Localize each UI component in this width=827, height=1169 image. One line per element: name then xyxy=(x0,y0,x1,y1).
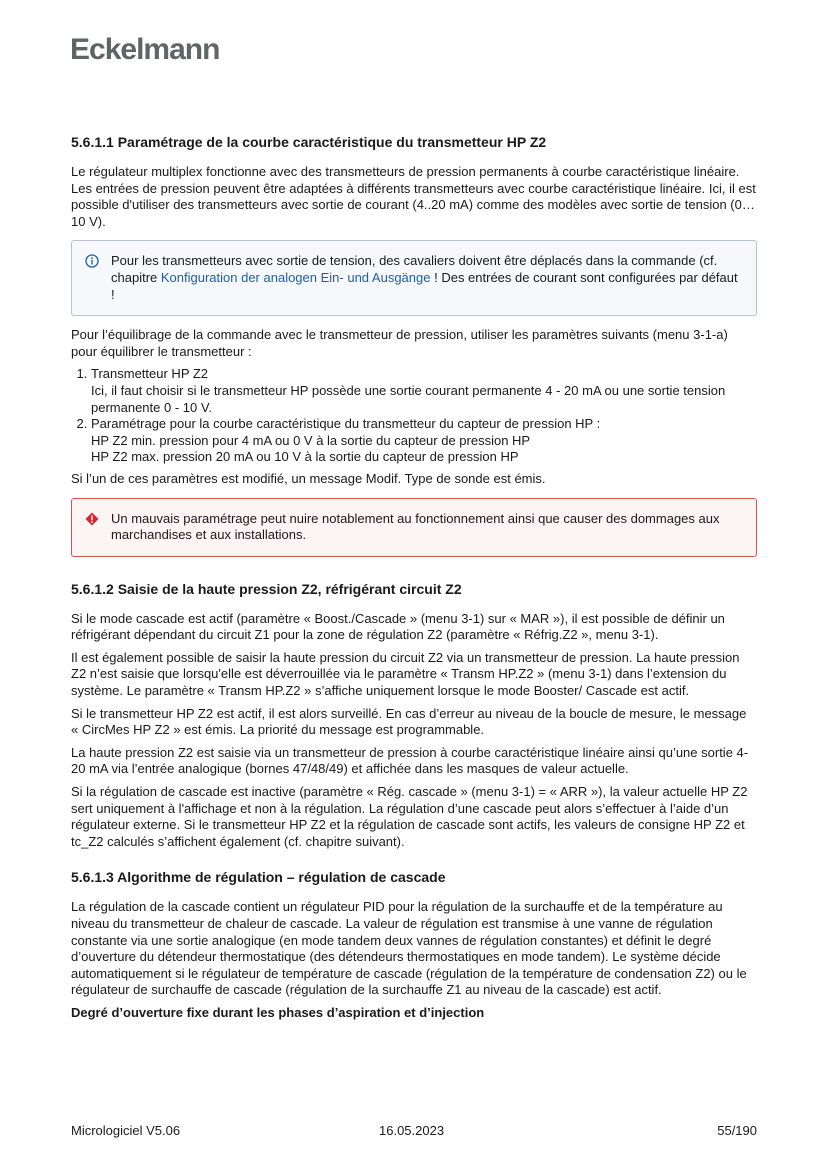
info-icon xyxy=(85,254,99,268)
footer-page-number: 55/190 xyxy=(717,1123,757,1138)
list-item xyxy=(91,366,757,416)
paragraph: Pour l’équilibrage de la commande avec le transmetteur de pression, utiliser les paramètres suivants (menu 3-1-a) pour équilibrer le transmetteur : xyxy=(71,327,728,359)
warning-icon xyxy=(85,512,99,526)
item-text: HP Z2 min. pression pour 4 mA ou 0 V à la sortie du capteur de pression HP xyxy=(91,432,531,448)
document-content xyxy=(71,133,757,1028)
subheading: Degré d’ouverture fixe durant les phases d’aspiration et d’injection xyxy=(71,1004,485,1020)
list-item xyxy=(91,416,757,466)
parameter-list xyxy=(71,366,757,466)
paragraph: Si le mode cascade est actif (paramètre « Boost./Cascade » (menu 3-1) sur « MAR »), il est possible de définir un réfrigérant dépendant du circuit Z1 pour la zone de régulation Z2 (paramètre « Réfrig.Z2 », menu 3-1). xyxy=(71,610,725,643)
info-note xyxy=(71,240,757,316)
footer-version: Micrologiciel V5.06 xyxy=(71,1123,181,1138)
chapter-link[interactable]: Konfiguration der analogen Ein- und Ausgänge xyxy=(160,269,431,285)
section-heading-5-6-1-2: 5.6.1.2 Saisie de la haute pression Z2, réfrigérant circuit Z2 xyxy=(71,580,462,597)
eckelmann-logo: Eckelmann xyxy=(70,33,220,66)
paragraph: Si le transmetteur HP Z2 est actif, il est alors surveillé. En cas d’erreur au niveau de la boucle de mesure, le message « CircMes HP Z2 » est émis. La priorité du message est programmable. xyxy=(71,705,747,738)
paragraph: Le régulateur multiplex fonctionne avec des transmetteurs de pression permanents à courbe caractéristique linéaire. Les entrées de pression peuvent être adaptées à différents transmetteurs avec courbe caractéristique linéaire. Ici, il est possible d'utiliser des transmetteurs avec sortie de courant (4..20 mA) comme des modèles avec sortie de tension (0…10 V). xyxy=(71,164,756,229)
section-heading-5-6-1-1: 5.6.1.1 Paramétrage de la courbe caractéristique du transmetteur HP Z2 xyxy=(71,134,547,150)
item-text: HP Z2 max. pression 20 mA ou 10 V à la sortie du capteur de pression HP xyxy=(91,449,519,465)
paragraph: Si la régulation de cascade est inactive (paramètre « Rég. cascade » (menu 3-1) = « ARR »), la valeur actuelle HP Z2 sert uniquement à l'affichage et non à la régulation. La régulation d’une cascade peut alors s’effectuer à l’aide d’un régulateur externe. Si le transmetteur HP Z2 et la régulation de cascade sont actifs, les valeurs de consigne HP Z2 et tc_Z2 calculés s’affichent également (cf. chapitre suivant). xyxy=(71,784,748,849)
item-title: Paramétrage pour la courbe caractéristique du transmetteur du capteur de pression HP : xyxy=(91,416,601,432)
paragraph: Il est également possible de saisir la haute pression du circuit Z2 via un transmetteur de pression. La haute pression Z2 n’est saisie que lorsqu'elle est déverrouillée via le paramètre « Transm HP.Z2 » (menu 3-1) dans l’extension du système. Le paramètre « Transm HP.Z2 » s’affiche uniquement lorsque le mode Booster/ Cascade est actif. xyxy=(71,649,740,699)
item-text: Ici, il faut choisir si le transmetteur HP possède une sortie courant permanente 4 - 20 mA ou une sortie tension permanente 0 - 10 V. xyxy=(91,382,726,415)
warning-note xyxy=(71,498,757,557)
item-title: Transmetteur HP Z2 xyxy=(91,366,209,382)
info-text-post: ! Des entrées de courant sont configurées par défaut ! xyxy=(111,269,738,302)
footer-date: 16.05.2023 xyxy=(379,1123,445,1138)
paragraph: La haute pression Z2 est saisie via un transmetteur de pression à courbe caractéristique linéaire ainsi qu’une sortie 4-20 mA via l’entrée analogique (bornes 47/48/49) et affichée dans les masques de valeur actuelle. xyxy=(71,744,749,777)
warning-text: Un mauvais paramétrage peut nuire notablement au fonctionnement ainsi que causer des dommages aux marchandises et aux installations. xyxy=(111,510,720,543)
info-text-pre: Pour les transmetteurs avec sortie de tension, des cavaliers doivent être déplacés dans la commande (cf. chapitre xyxy=(111,253,718,285)
section-heading-5-6-1-3: 5.6.1.3 Algorithme de régulation – régulation de cascade xyxy=(71,869,446,886)
paragraph: La régulation de la cascade contient un régulateur PID pour la régulation de la surchauffe et de la température au niveau du transmetteur de chaleur de cascade. La valeur de régulation est transmise à une vanne de régulation constante via une sortie analogique (en mode tandem deux vannes de régulation constantes) et définit le degré d’ouverture du détendeur thermostatique (des détendeurs thermostatiques en mode tandem). Le système décide automatiquement si le régulateur de température de cascade (régulation de la température de condensation Z2) ou le régulateur de surchauffe de cascade (régulation de la surchauffe Z1 au niveau de la cascade) est actif. xyxy=(71,899,747,998)
paragraph: Si l’un de ces paramètres est modifié, un message Modif. Type de sonde est émis. xyxy=(71,470,546,486)
